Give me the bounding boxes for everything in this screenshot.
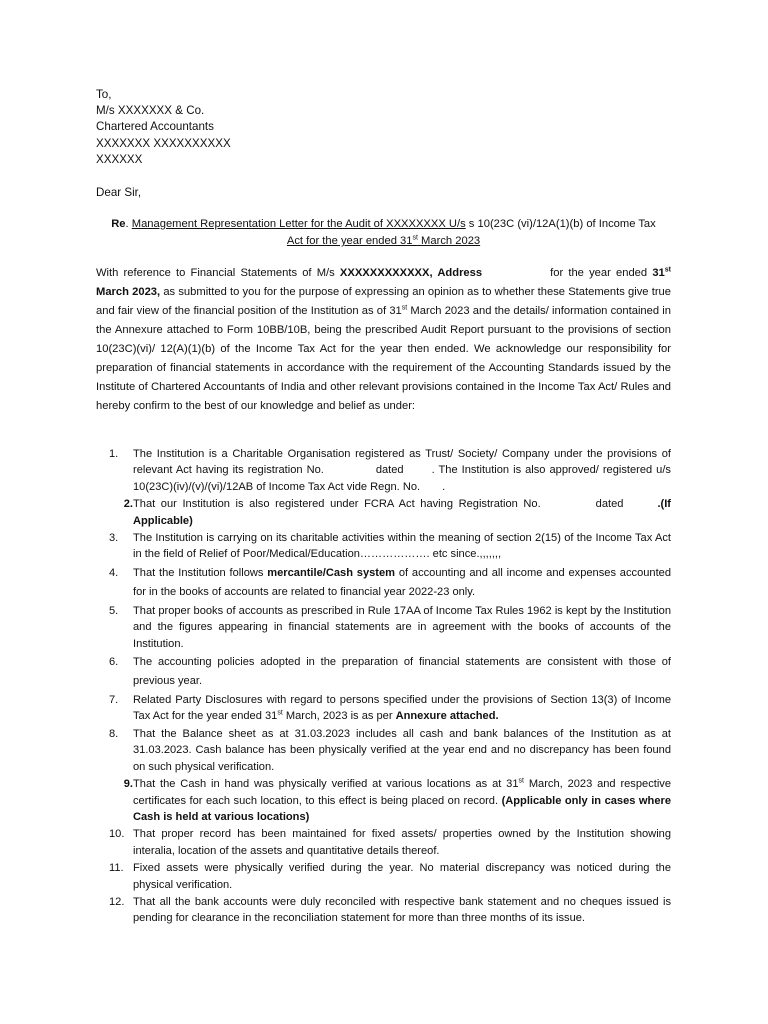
item-number: 9. bbox=[123, 778, 133, 791]
item-number: 12. bbox=[109, 895, 125, 908]
address-to: To, bbox=[96, 88, 112, 101]
list-item bbox=[96, 826, 671, 859]
item-text: . bbox=[442, 480, 446, 493]
item-text: The Institution is carrying on its charitable activities within the meaning of section 2(15) of the Income Tax Act in the field of Relief of Poor/Medical/Education………………. etc since.,,,,,,, bbox=[133, 532, 671, 561]
address-line2: XXXXXX bbox=[96, 152, 143, 166]
item-text: . The Institution is also approved/ registered u/s 10(23C)(iv)/(v)/(vi)/12AB of Income Tax Act vide Regn. No. bbox=[133, 464, 671, 493]
item-sup: st bbox=[518, 777, 524, 785]
list-item bbox=[96, 496, 671, 529]
subject-dot: . bbox=[125, 218, 129, 230]
item-text: The Institution is a Charitable Organisation registered as Trust/ Society/ Company under the provisions of relevant Act having its registration No. bbox=[133, 448, 671, 477]
list-item bbox=[96, 860, 671, 893]
recipient-address bbox=[96, 87, 231, 168]
list-item bbox=[96, 530, 671, 563]
salutation: Dear Sir, bbox=[96, 186, 142, 199]
subject-line2-pre: Act for the year ended 31 bbox=[286, 235, 413, 247]
item-text-bold: mercantile/Cash system bbox=[267, 566, 396, 579]
list-item bbox=[96, 653, 671, 691]
item-text: March, 2023 and respective certificates for each such location, to this effect is being placed on record. bbox=[133, 778, 672, 807]
list-item bbox=[96, 692, 671, 725]
item-text: March, 2023 is as per bbox=[282, 710, 396, 723]
intro-text: as submitted to you for the purpose of expressing an opinion as to whether these Statements give true and fair view of the financial position of the Institution as of 31 bbox=[96, 286, 671, 317]
item-text: That proper books of accounts as prescribed in Rule 17AA of Income Tax Rules 1962 is kept by the Institution and the figures appearing in financial statements are in agreement with the books of accounts of the Institution. bbox=[133, 604, 671, 650]
item-text: The accounting policies adopted in the preparation of financial statements are consistent with those of previous year. bbox=[133, 656, 671, 688]
list-item bbox=[96, 894, 671, 927]
item-text: That the Cash in hand was physically verified at various locations as at 31 bbox=[133, 778, 519, 791]
item-text: Fixed assets were physically verified during the year. No material discrepancy was noticed during the physical verification. bbox=[133, 862, 671, 891]
subject-line bbox=[96, 216, 671, 250]
representation-list bbox=[96, 446, 671, 927]
list-item bbox=[96, 776, 671, 825]
item-number: 7. bbox=[109, 694, 119, 707]
item-number: 3. bbox=[109, 532, 119, 545]
item-text: That proper record has been maintained for fixed assets/ properties owned by the Institution showing interalia, location of the assets and quantitative details thereof. bbox=[133, 828, 671, 857]
list-item bbox=[96, 564, 671, 602]
item-number: 8. bbox=[109, 727, 119, 740]
list-item bbox=[96, 726, 671, 775]
intro-text: March 2023 and the details/ information contained in the Annexure attached to Form 10BB/10B, being the prescribed Audit Report pursuant to the provisions of section 10(23C)(vi)/ 12(A)(1)(b) of the Income Tax Act for the year then ended. We acknowledge our responsibility for preparation of financial statements in accordance with the requirement of the Accounting Standards issued by the Institute of Chartered Accountants of India and other relevant provisions contained in the Income Tax Act/ Rules and hereby confirm to the best of our knowledge and belief as under: bbox=[96, 305, 671, 412]
item-text: dated bbox=[595, 498, 624, 511]
subject-line1: Management Representation Letter for the Audit of XXXXXXXX U/s bbox=[131, 218, 466, 230]
item-number: 4. bbox=[109, 566, 119, 579]
item-text-bold: (Applicable only in cases where Cash is held at various locations) bbox=[133, 794, 671, 823]
item-text: That the Institution follows bbox=[133, 566, 268, 579]
address-designation: Chartered Accountants bbox=[96, 120, 214, 134]
item-text: That all the bank accounts were duly reconciled with respective bank statement and no cheques issued is pending for clearance in the reconciliation statement for more than three months of its issue. bbox=[133, 895, 671, 925]
subject-line2-sup: st bbox=[412, 234, 418, 242]
item-text: of accounting and all income and expenses accounted for in the books of accounts are related to financial year 2022-23 only. bbox=[133, 566, 672, 598]
item-text-bold: .(If Applicable) bbox=[133, 498, 671, 527]
item-text: dated bbox=[375, 464, 404, 477]
item-text-bold: Annexure attached. bbox=[395, 710, 499, 723]
item-sup: st bbox=[277, 709, 283, 717]
item-number: 6. bbox=[109, 656, 119, 669]
address-line1: XXXXXXX XXXXXXXXXX bbox=[96, 136, 231, 150]
item-text: That the Balance sheet as at 31.03.2023 includes all cash and bank balances of the Institution as at 31.03.2023. Cash balance has been physically verified at the year end and no discrepancy has been found on such physical verification. bbox=[133, 727, 671, 773]
address-firm: M/s XXXXXXX & Co. bbox=[96, 104, 205, 118]
subject-line1-tail: s 10(23C (vi)/12A(1)(b) of Income Tax bbox=[465, 218, 656, 230]
item-text: That our Institution is also registered under FCRA Act having Registration No. bbox=[133, 498, 541, 511]
intro-text: With reference to Financial Statements of M/s bbox=[96, 267, 340, 279]
subject-line2-post: March 2023 bbox=[417, 235, 481, 247]
intro-sup: st bbox=[664, 266, 671, 274]
intro-text: for the year ended bbox=[550, 267, 653, 279]
subject-prefix: Re bbox=[111, 218, 126, 230]
intro-sup: st bbox=[401, 304, 408, 312]
item-number: 1. bbox=[109, 448, 119, 460]
item-text: Related Party Disclosures with regard to persons specified under the provisions of Section 13(3) of Income Tax Act for the year ended 31 bbox=[133, 694, 671, 723]
intro-bold-name: XXXXXXXXXXXX, Address bbox=[339, 267, 483, 279]
item-number: 10. bbox=[109, 828, 125, 841]
intro-bold-date: 31 bbox=[652, 267, 665, 279]
list-item bbox=[96, 603, 671, 652]
item-number: 2. bbox=[123, 498, 133, 511]
item-number: 5. bbox=[109, 604, 119, 617]
item-number: 11. bbox=[109, 862, 124, 875]
intro-bold-date: March 2023, bbox=[96, 286, 161, 298]
intro-paragraph bbox=[96, 264, 671, 416]
list-item bbox=[96, 446, 671, 495]
